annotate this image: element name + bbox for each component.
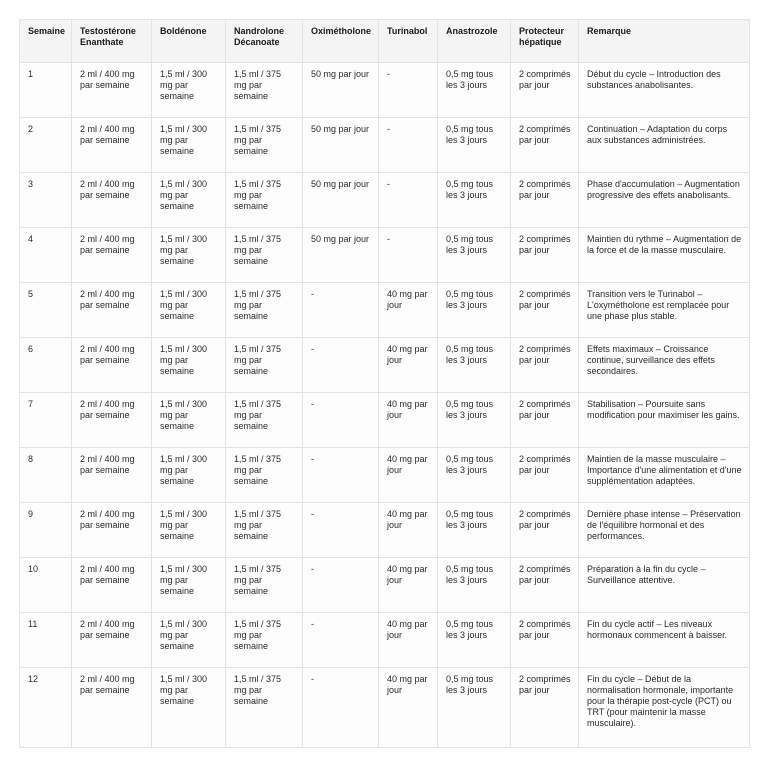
cell-protecteur-hepatique: 2 comprimés par jour <box>511 228 579 283</box>
table-row <box>20 393 750 448</box>
cell-nandrolone-decanoate: 1,5 ml / 375 mg par semaine <box>226 118 303 173</box>
table-row <box>20 338 750 393</box>
cycle-schedule-table <box>19 19 750 748</box>
cell-protecteur-hepatique: 2 comprimés par jour <box>511 283 579 338</box>
cell-semaine: 2 <box>20 118 72 173</box>
table-row <box>20 668 750 748</box>
cell-turinabol: 40 mg par jour <box>379 393 438 448</box>
cell-oximetholone: - <box>303 668 379 748</box>
cell-oximetholone: - <box>303 393 379 448</box>
cell-testosterone-enanthate: 2 ml / 400 mg par semaine <box>72 118 152 173</box>
cell-remarque: Fin du cycle – Début de la normalisation hormonale, importante pour la thérapie post-cycle (PCT) ou TRT (pour maintenir la masse musculaire). <box>579 668 750 748</box>
cell-nandrolone-decanoate: 1,5 ml / 375 mg par semaine <box>226 228 303 283</box>
cell-semaine: 1 <box>20 63 72 118</box>
cell-oximetholone: - <box>303 613 379 668</box>
cell-protecteur-hepatique: 2 comprimés par jour <box>511 173 579 228</box>
cell-boldenone: 1,5 ml / 300 mg par semaine <box>152 448 226 503</box>
cell-anastrozole: 0,5 mg tous les 3 jours <box>438 448 511 503</box>
cell-semaine: 8 <box>20 448 72 503</box>
cell-remarque: Stabilisation – Poursuite sans modification pour maximiser les gains. <box>579 393 750 448</box>
cell-oximetholone: - <box>303 503 379 558</box>
cell-testosterone-enanthate: 2 ml / 400 mg par semaine <box>72 668 152 748</box>
cell-protecteur-hepatique: 2 comprimés par jour <box>511 668 579 748</box>
cell-oximetholone: 50 mg par jour <box>303 118 379 173</box>
cell-turinabol: 40 mg par jour <box>379 338 438 393</box>
cell-turinabol: - <box>379 173 438 228</box>
cell-protecteur-hepatique: 2 comprimés par jour <box>511 503 579 558</box>
column-header-testosterone-enanthate: Testostérone Enanthate <box>72 20 152 63</box>
cell-protecteur-hepatique: 2 comprimés par jour <box>511 63 579 118</box>
cell-boldenone: 1,5 ml / 300 mg par semaine <box>152 668 226 748</box>
cell-nandrolone-decanoate: 1,5 ml / 375 mg par semaine <box>226 393 303 448</box>
cell-boldenone: 1,5 ml / 300 mg par semaine <box>152 393 226 448</box>
cell-testosterone-enanthate: 2 ml / 400 mg par semaine <box>72 613 152 668</box>
column-header-anastrozole: Anastrozole <box>438 20 511 63</box>
cell-anastrozole: 0,5 mg tous les 3 jours <box>438 118 511 173</box>
cell-boldenone: 1,5 ml / 300 mg par semaine <box>152 63 226 118</box>
cell-oximetholone: 50 mg par jour <box>303 228 379 283</box>
cell-semaine: 4 <box>20 228 72 283</box>
cell-semaine: 11 <box>20 613 72 668</box>
cell-nandrolone-decanoate: 1,5 ml / 375 mg par semaine <box>226 448 303 503</box>
cell-semaine: 12 <box>20 668 72 748</box>
cell-boldenone: 1,5 ml / 300 mg par semaine <box>152 283 226 338</box>
cell-nandrolone-decanoate: 1,5 ml / 375 mg par semaine <box>226 668 303 748</box>
table-body <box>20 63 750 748</box>
cell-nandrolone-decanoate: 1,5 ml / 375 mg par semaine <box>226 63 303 118</box>
cell-anastrozole: 0,5 mg tous les 3 jours <box>438 63 511 118</box>
column-header-boldenone: Boldénone <box>152 20 226 63</box>
cell-turinabol: 40 mg par jour <box>379 448 438 503</box>
cell-anastrozole: 0,5 mg tous les 3 jours <box>438 393 511 448</box>
cell-turinabol: 40 mg par jour <box>379 283 438 338</box>
header-row <box>20 20 750 63</box>
cell-turinabol: - <box>379 228 438 283</box>
cell-turinabol: - <box>379 118 438 173</box>
cell-semaine: 10 <box>20 558 72 613</box>
cell-nandrolone-decanoate: 1,5 ml / 375 mg par semaine <box>226 173 303 228</box>
cell-turinabol: - <box>379 63 438 118</box>
cell-nandrolone-decanoate: 1,5 ml / 375 mg par semaine <box>226 338 303 393</box>
cell-protecteur-hepatique: 2 comprimés par jour <box>511 118 579 173</box>
cell-boldenone: 1,5 ml / 300 mg par semaine <box>152 338 226 393</box>
cell-remarque: Maintien de la masse musculaire – Importance d'une alimentation et d'une supplémentation adaptées. <box>579 448 750 503</box>
cell-turinabol: 40 mg par jour <box>379 668 438 748</box>
column-header-oximetholone: Oximétholone <box>303 20 379 63</box>
cell-protecteur-hepatique: 2 comprimés par jour <box>511 393 579 448</box>
cell-boldenone: 1,5 ml / 300 mg par semaine <box>152 503 226 558</box>
cell-oximetholone: 50 mg par jour <box>303 63 379 118</box>
cell-remarque: Dernière phase intense – Préservation de l'équilibre hormonal et des performances. <box>579 503 750 558</box>
column-header-semaine: Semaine <box>20 20 72 63</box>
cell-remarque: Continuation – Adaptation du corps aux substances administrées. <box>579 118 750 173</box>
cell-boldenone: 1,5 ml / 300 mg par semaine <box>152 613 226 668</box>
cell-remarque: Maintien du rythme – Augmentation de la force et de la masse musculaire. <box>579 228 750 283</box>
cell-anastrozole: 0,5 mg tous les 3 jours <box>438 668 511 748</box>
cell-testosterone-enanthate: 2 ml / 400 mg par semaine <box>72 558 152 613</box>
table-row <box>20 448 750 503</box>
table-row <box>20 63 750 118</box>
cell-semaine: 6 <box>20 338 72 393</box>
cell-turinabol: 40 mg par jour <box>379 558 438 613</box>
column-header-turinabol: Turinabol <box>379 20 438 63</box>
cell-nandrolone-decanoate: 1,5 ml / 375 mg par semaine <box>226 613 303 668</box>
column-header-protecteur-hepatique: Protecteur hépatique <box>511 20 579 63</box>
cell-remarque: Préparation à la fin du cycle – Surveillance attentive. <box>579 558 750 613</box>
table-row <box>20 283 750 338</box>
cell-remarque: Transition vers le Turinabol – L'oxymétholone est remplacée pour une phase plus stable. <box>579 283 750 338</box>
cell-oximetholone: 50 mg par jour <box>303 173 379 228</box>
cell-turinabol: 40 mg par jour <box>379 613 438 668</box>
cell-nandrolone-decanoate: 1,5 ml / 375 mg par semaine <box>226 283 303 338</box>
column-header-remarque: Remarque <box>579 20 750 63</box>
cell-boldenone: 1,5 ml / 300 mg par semaine <box>152 558 226 613</box>
table-row <box>20 613 750 668</box>
cell-oximetholone: - <box>303 448 379 503</box>
cell-anastrozole: 0,5 mg tous les 3 jours <box>438 338 511 393</box>
cell-oximetholone: - <box>303 283 379 338</box>
cell-protecteur-hepatique: 2 comprimés par jour <box>511 558 579 613</box>
cell-anastrozole: 0,5 mg tous les 3 jours <box>438 613 511 668</box>
cell-protecteur-hepatique: 2 comprimés par jour <box>511 448 579 503</box>
cell-remarque: Début du cycle – Introduction des substances anabolisantes. <box>579 63 750 118</box>
table-row <box>20 228 750 283</box>
cell-testosterone-enanthate: 2 ml / 400 mg par semaine <box>72 173 152 228</box>
cell-semaine: 7 <box>20 393 72 448</box>
table-row <box>20 173 750 228</box>
cell-testosterone-enanthate: 2 ml / 400 mg par semaine <box>72 63 152 118</box>
cell-semaine: 3 <box>20 173 72 228</box>
cell-anastrozole: 0,5 mg tous les 3 jours <box>438 228 511 283</box>
cell-turinabol: 40 mg par jour <box>379 503 438 558</box>
cell-semaine: 9 <box>20 503 72 558</box>
cell-anastrozole: 0,5 mg tous les 3 jours <box>438 173 511 228</box>
table-row <box>20 558 750 613</box>
cell-anastrozole: 0,5 mg tous les 3 jours <box>438 503 511 558</box>
column-header-nandrolone-decanoate: Nandrolone Décanoate <box>226 20 303 63</box>
cell-protecteur-hepatique: 2 comprimés par jour <box>511 338 579 393</box>
cell-remarque: Phase d'accumulation – Augmentation progressive des effets anabolisants. <box>579 173 750 228</box>
cell-boldenone: 1,5 ml / 300 mg par semaine <box>152 228 226 283</box>
cell-testosterone-enanthate: 2 ml / 400 mg par semaine <box>72 338 152 393</box>
cell-remarque: Effets maximaux – Croissance continue, surveillance des effets secondaires. <box>579 338 750 393</box>
table-row <box>20 503 750 558</box>
cell-testosterone-enanthate: 2 ml / 400 mg par semaine <box>72 228 152 283</box>
cell-remarque: Fin du cycle actif – Les niveaux hormonaux commencent à baisser. <box>579 613 750 668</box>
cell-testosterone-enanthate: 2 ml / 400 mg par semaine <box>72 393 152 448</box>
cell-nandrolone-decanoate: 1,5 ml / 375 mg par semaine <box>226 558 303 613</box>
cell-boldenone: 1,5 ml / 300 mg par semaine <box>152 118 226 173</box>
cell-semaine: 5 <box>20 283 72 338</box>
cell-testosterone-enanthate: 2 ml / 400 mg par semaine <box>72 283 152 338</box>
table-row <box>20 118 750 173</box>
cell-protecteur-hepatique: 2 comprimés par jour <box>511 613 579 668</box>
cell-boldenone: 1,5 ml / 300 mg par semaine <box>152 173 226 228</box>
cell-oximetholone: - <box>303 338 379 393</box>
cell-testosterone-enanthate: 2 ml / 400 mg par semaine <box>72 448 152 503</box>
cell-nandrolone-decanoate: 1,5 ml / 375 mg par semaine <box>226 503 303 558</box>
cell-testosterone-enanthate: 2 ml / 400 mg par semaine <box>72 503 152 558</box>
cell-anastrozole: 0,5 mg tous les 3 jours <box>438 283 511 338</box>
cell-oximetholone: - <box>303 558 379 613</box>
cell-anastrozole: 0,5 mg tous les 3 jours <box>438 558 511 613</box>
